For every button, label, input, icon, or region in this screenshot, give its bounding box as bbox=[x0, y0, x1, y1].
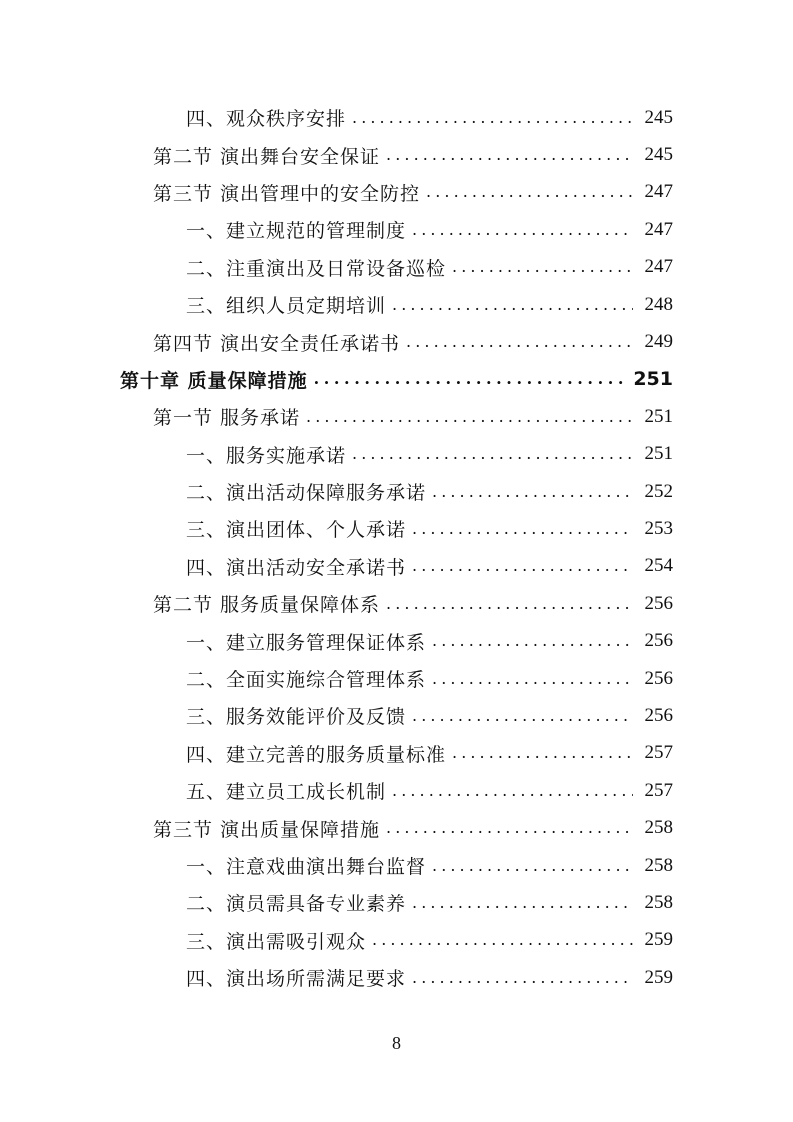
dot-leader bbox=[352, 110, 633, 126]
toc-entry-page: 258 bbox=[644, 854, 673, 876]
toc-entry-page: 254 bbox=[644, 555, 673, 577]
toc-entry[interactable] bbox=[0, 735, 793, 772]
toc-entry[interactable] bbox=[0, 136, 793, 173]
toc-entry-page: 256 bbox=[644, 704, 673, 726]
toc-entry-title: 第三节 演出质量保障措施 bbox=[153, 818, 381, 841]
dot-leader bbox=[386, 147, 633, 163]
toc-entry-title: 二、演员需具备专业素养 bbox=[186, 893, 407, 916]
toc-entry[interactable] bbox=[0, 99, 793, 136]
toc-entry-title: 一、建立服务管理保证体系 bbox=[186, 631, 427, 654]
toc-entry-title: 第十章 质量保障措施 bbox=[120, 369, 308, 392]
dot-leader bbox=[412, 521, 633, 537]
toc-entry-title: 三、组织人员定期培训 bbox=[186, 295, 387, 318]
toc-entry-page: 249 bbox=[644, 331, 673, 353]
dot-leader bbox=[412, 558, 633, 574]
toc-entry-title: 二、全面实施综合管理体系 bbox=[186, 669, 427, 692]
toc-entry-page: 245 bbox=[644, 106, 673, 128]
dot-leader bbox=[432, 858, 633, 874]
toc-entry-page: 259 bbox=[644, 929, 673, 951]
toc-entry[interactable] bbox=[0, 286, 793, 323]
toc-entry[interactable] bbox=[0, 211, 793, 248]
dot-leader bbox=[392, 783, 633, 799]
toc-entry-title: 第二节 服务质量保障体系 bbox=[153, 594, 381, 617]
dot-leader bbox=[412, 708, 633, 724]
toc-entry[interactable] bbox=[0, 174, 793, 211]
toc-entry[interactable] bbox=[0, 809, 793, 846]
toc-entry[interactable] bbox=[0, 510, 793, 547]
toc-entry-title: 四、演出活动安全承诺书 bbox=[186, 556, 407, 579]
toc-entry-title: 二、注重演出及日常设备巡检 bbox=[186, 257, 447, 280]
table-of-contents bbox=[0, 99, 793, 996]
toc-entry[interactable] bbox=[0, 473, 793, 510]
dot-leader bbox=[314, 371, 626, 387]
dot-leader bbox=[412, 970, 633, 986]
toc-entry[interactable] bbox=[0, 660, 793, 697]
toc-entry-page: 245 bbox=[644, 144, 673, 166]
toc-entry-title: 三、演出团体、个人承诺 bbox=[186, 519, 407, 542]
dot-leader bbox=[426, 184, 633, 200]
toc-entry[interactable] bbox=[0, 847, 793, 884]
toc-entry-title: 第一节 服务承诺 bbox=[153, 407, 301, 430]
dot-leader bbox=[412, 222, 633, 238]
toc-entry-page: 248 bbox=[644, 293, 673, 315]
toc-entry-page: 252 bbox=[644, 480, 673, 502]
dot-leader bbox=[392, 297, 633, 313]
toc-chapter-entry[interactable] bbox=[0, 361, 793, 398]
toc-entry-title: 四、演出场所需满足要求 bbox=[186, 968, 407, 991]
toc-entry-title: 五、建立员工成长机制 bbox=[186, 781, 387, 804]
toc-entry-page: 257 bbox=[644, 742, 673, 764]
dot-leader bbox=[452, 745, 633, 761]
toc-entry[interactable] bbox=[0, 959, 793, 996]
toc-entry-page: 259 bbox=[644, 966, 673, 988]
dot-leader bbox=[412, 895, 633, 911]
toc-entry-page: 247 bbox=[644, 218, 673, 240]
toc-entry[interactable] bbox=[0, 697, 793, 734]
toc-entry[interactable] bbox=[0, 585, 793, 622]
toc-entry-title: 第二节 演出舞台安全保证 bbox=[153, 145, 381, 168]
toc-entry-title: 一、注意戏曲演出舞台监督 bbox=[186, 856, 427, 878]
toc-entry-title: 第三节 演出管理中的安全防控 bbox=[153, 182, 421, 205]
toc-entry[interactable] bbox=[0, 323, 793, 360]
dot-leader bbox=[372, 932, 633, 948]
toc-entry-page: 247 bbox=[644, 256, 673, 278]
toc-entry-title: 一、建立规范的管理制度 bbox=[186, 220, 407, 243]
toc-entry[interactable] bbox=[0, 884, 793, 921]
dot-leader bbox=[406, 334, 633, 350]
toc-entry[interactable] bbox=[0, 548, 793, 585]
toc-entry-page: 256 bbox=[644, 630, 673, 652]
toc-entry-page: 256 bbox=[644, 667, 673, 689]
dot-leader bbox=[452, 259, 633, 275]
toc-entry-title: 一、服务实施承诺 bbox=[186, 444, 347, 467]
toc-entry[interactable] bbox=[0, 772, 793, 809]
toc-entry-title: 二、演出活动保障服务承诺 bbox=[186, 482, 427, 505]
toc-entry-page: 258 bbox=[644, 891, 673, 913]
toc-entry-page: 257 bbox=[644, 779, 673, 801]
toc-entry-page: 247 bbox=[644, 181, 673, 203]
toc-entry[interactable] bbox=[0, 622, 793, 659]
toc-entry-title: 四、观众秩序安排 bbox=[186, 108, 347, 131]
dot-leader bbox=[306, 409, 633, 425]
toc-entry-page: 251 bbox=[644, 443, 673, 465]
dot-leader bbox=[432, 484, 633, 500]
toc-entry[interactable] bbox=[0, 922, 793, 959]
toc-entry[interactable] bbox=[0, 249, 793, 286]
dot-leader bbox=[352, 446, 633, 462]
toc-entry-title: 三、服务效能评价及反馈 bbox=[186, 706, 407, 729]
toc-entry-page: 258 bbox=[644, 817, 673, 839]
toc-entry[interactable] bbox=[0, 436, 793, 473]
dot-leader bbox=[432, 671, 633, 687]
dot-leader bbox=[386, 596, 633, 612]
dot-leader bbox=[386, 820, 633, 836]
toc-entry-page: 251 bbox=[644, 405, 673, 427]
toc-entry-page: 251 bbox=[633, 368, 673, 391]
toc-entry-title: 四、建立完善的服务质量标准 bbox=[186, 743, 447, 766]
toc-entry[interactable] bbox=[0, 398, 793, 435]
toc-entry-page: 253 bbox=[644, 517, 673, 539]
dot-leader bbox=[432, 633, 633, 649]
toc-entry-title: 三、演出需吸引观众 bbox=[186, 930, 367, 953]
toc-entry-page: 256 bbox=[644, 592, 673, 614]
page-number: 8 bbox=[392, 1033, 401, 1053]
toc-entry-title: 第四节 演出安全责任承诺书 bbox=[153, 332, 401, 355]
